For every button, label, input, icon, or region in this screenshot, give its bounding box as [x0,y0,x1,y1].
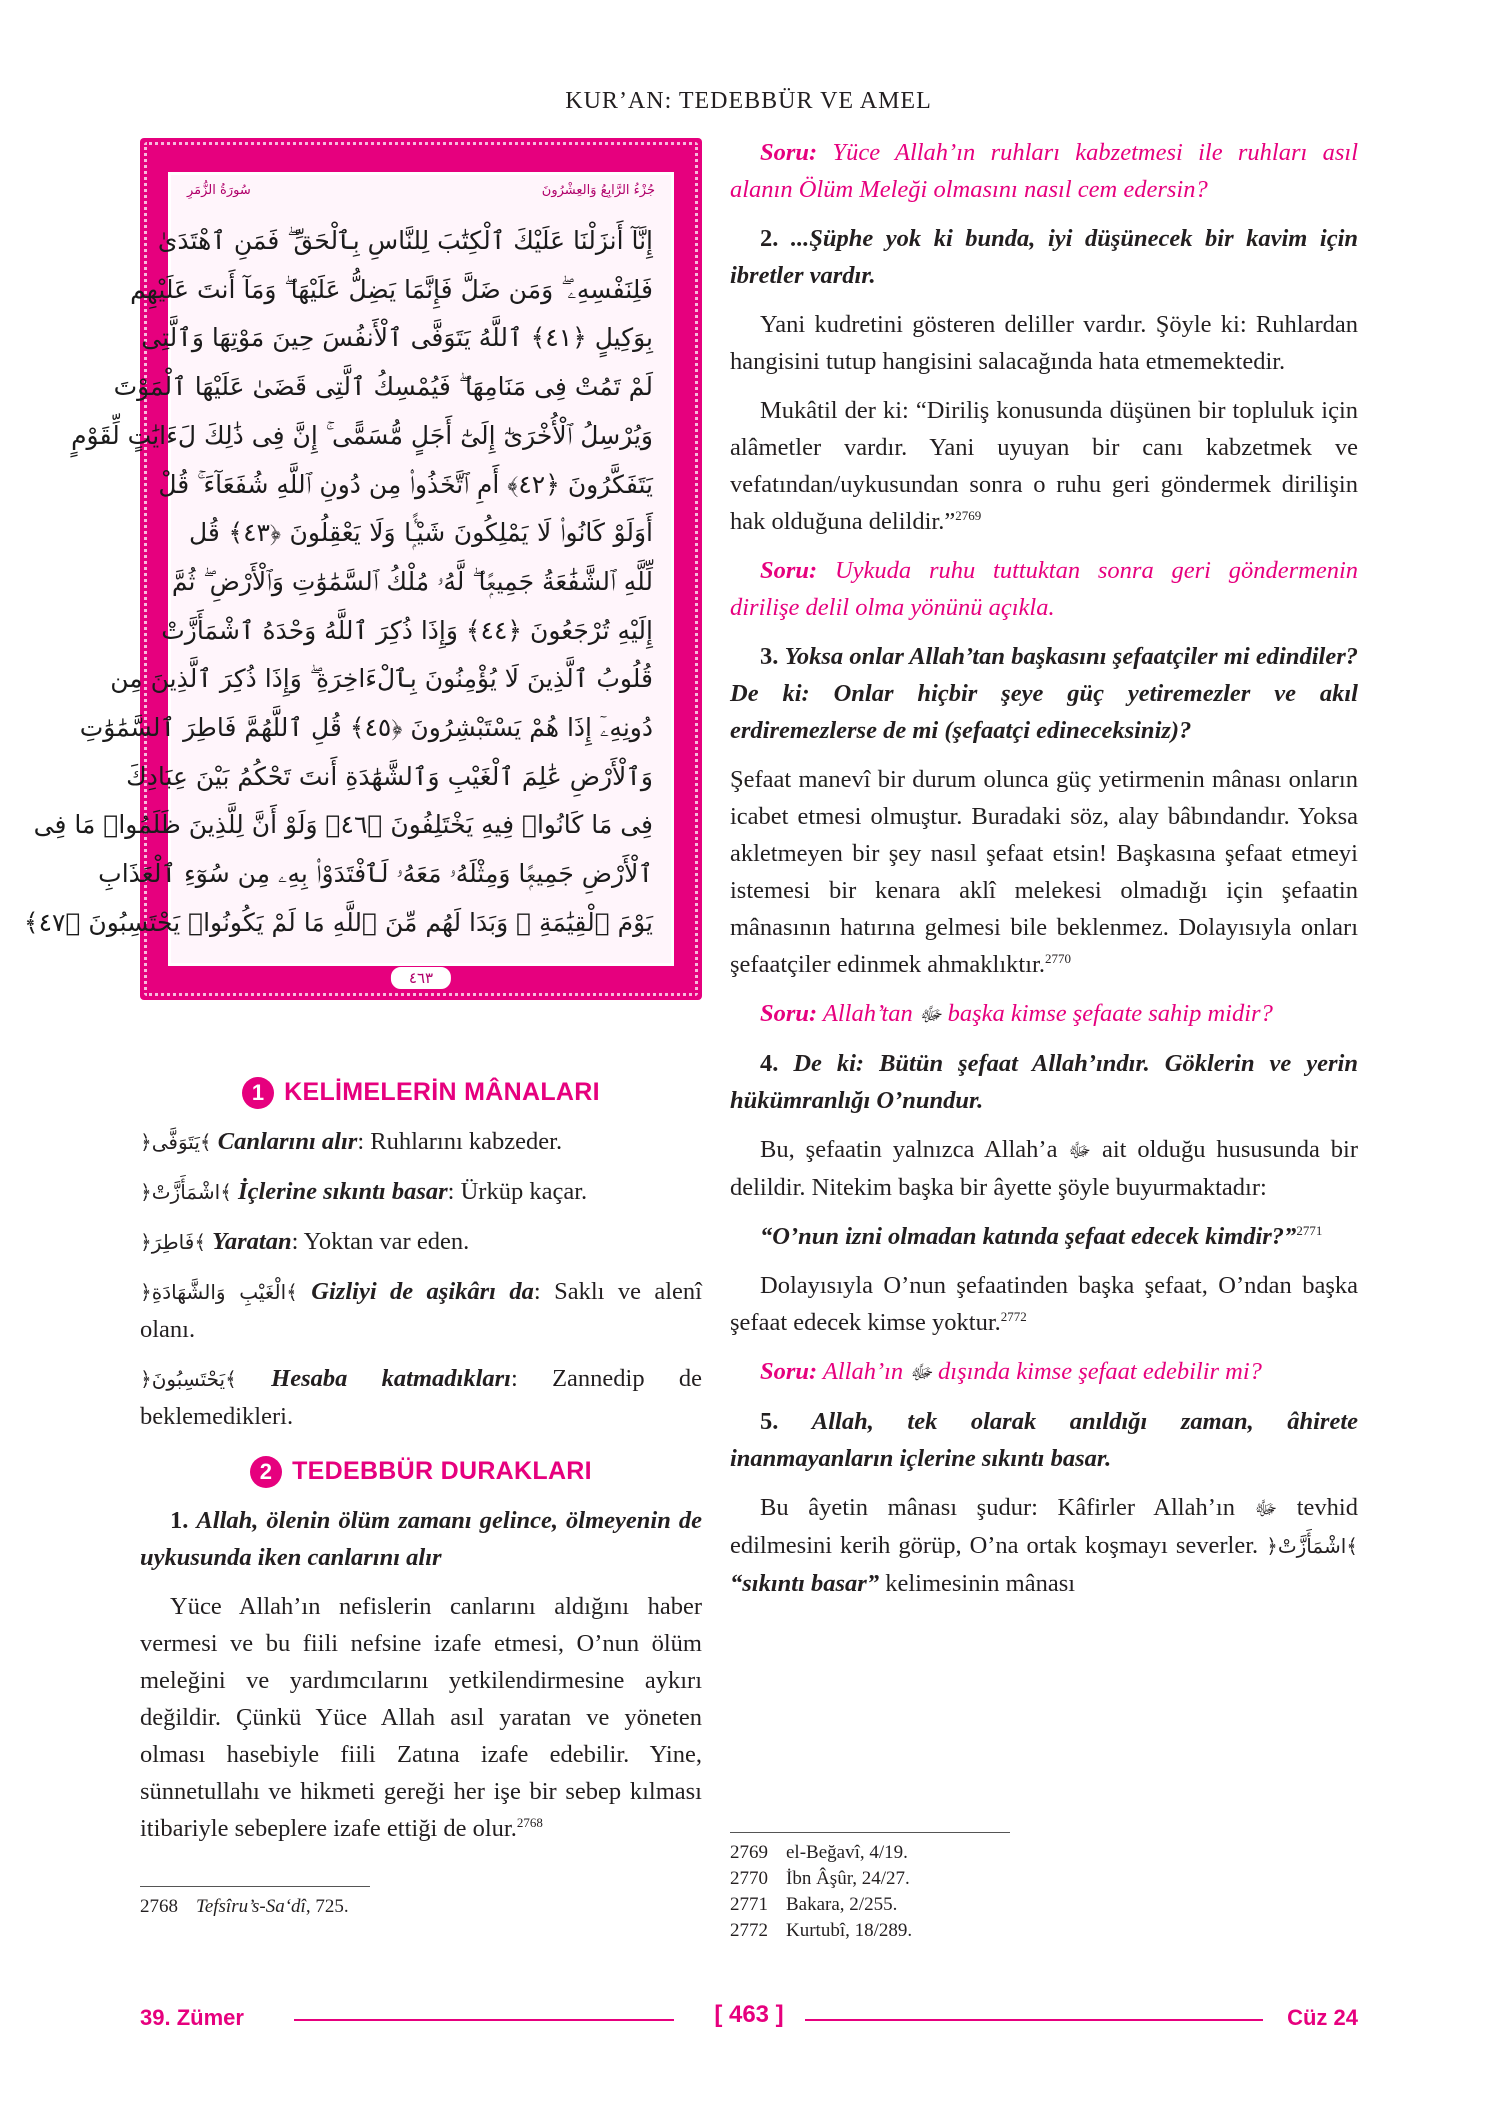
footnote [730,1918,912,1944]
quran-page-number: ٤٦٣ [391,967,451,989]
term: Gizliyi de aşikârı da [311,1278,534,1305]
paragraph [730,1267,1358,1341]
verse-number: 4. [760,1050,779,1077]
page-footer [140,2001,1358,2035]
jalla-jalaluhu-glyph: ﷻ [1068,1138,1091,1162]
jalla-jalaluhu-glyph: ﷻ [1254,1496,1278,1520]
definition-text: : Ruhlarını kabzeder. [357,1128,563,1155]
paragraph [730,1131,1358,1206]
verse-heading [730,220,1358,294]
question [730,552,1358,626]
verse-number: 2. [760,225,779,252]
section-number-badge: 1 [242,1077,274,1109]
paragraph-text: Şefaat manevî bir durum olunca güç yetirmenin mânası onların icabet etmesi olmuştur. Buradaki söz, alay bâbındandır. Yoksa akletmeyen bir şey nasıl şefaat etsin! Başkasına şefaat etmeyi istemesi bir kenara aklî melekesi olmadığı için şefaatin mânasının hatırına gelmesi bile beklenmez. Dolayısıyla onları şefaatçiler edinmek ahmaklıktır. [730,766,1358,978]
footnote-source: Tefsîru’s-Sa‘dî [196,1896,306,1917]
footnote-number: 2769 [730,1842,768,1863]
quran-line: إِنَّآ أَنزَلْنَا عَلَيْكَ ٱلْكِتَٰبَ لِلنَّاسِ بِٱلْحَقِّ ۖ فَمَنِ ٱهْتَدَىٰ [157,226,653,255]
footnote-ref[interactable]: 2770 [1044,950,1071,966]
section-number-badge: 2 [250,1456,282,1488]
question [730,995,1358,1033]
verse-heading-text: ...Şüphe yok ki bunda, iyi düşünecek bir kavim için ibretler vardır. [730,225,1359,289]
section-title-reflection [140,1453,702,1490]
paragraph [730,392,1358,540]
quote-text: “O’nun izni olmadan katında şefaat edecek kimdir?” [760,1223,1297,1250]
quran-header [187,183,655,198]
question-text: başka kimse şefaate sahip midir? [947,1000,1273,1027]
quran-line: لِّلَّهِ ٱلشَّفَٰعَةُ جَمِيعًۭا ۖ لَّهُۥ مُلْكُ ٱلسَّمَٰوَٰتِ وَٱلْأَرْضِ ۖ ثُمَّ [171,566,653,596]
verse-number: 5. [760,1408,779,1435]
footnote-number: 2771 [730,1894,768,1915]
quran-line: دُونِهِۦٓ إِذَا هُمْ يَسْتَبْشِرُونَ ﴿٤٥﴾ قُلِ ٱللَّهُمَّ فَاطِرَ ٱلسَّمَٰوَٰتِ [79,713,653,743]
verse-heading [730,1403,1358,1477]
arabic-term: ﴿يَتَوَفَّى﴾ [140,1130,212,1154]
quran-line: إِلَيْهِ تُرْجَعُونَ ﴿٤٤﴾ وَإِذَا ذُكِرَ ٱللَّهُ وَحْدَهُ ٱشْمَأَزَّتْ [161,615,653,645]
definition-text: : Ürküp kaçar. [447,1178,588,1205]
question-text: Yüce Allah’ın ruhları kabzetmesi ile ruhları asıl alanın Ölüm Meleği olmasını nasıl cem edersin? [730,139,1358,203]
section-title-words [140,1074,702,1111]
quran-line: بِوَكِيلٍ ﴿٤١﴾ ٱللَّهُ يَتَوَفَّى ٱلْأَنفُسَ حِينَ مَوْتِهَا وَٱلَّتِى [141,323,653,353]
footnote-ref[interactable]: 2771 [1296,1222,1323,1238]
paragraph [730,761,1358,983]
footer-rule [294,2019,674,2021]
term: Canlarını alır [217,1128,358,1155]
verse-heading-text: Yoksa onlar Allah’tan başkasını şefaatçiler mi edindiler? De ki: Onlar hiçbir şeye güç yetiremezler ve akıl erdiremezlerse de mi (şefaatçi edineceksiniz)? [730,643,1358,744]
arabic-term: ﴿اشْمَأَزَّتْ﴾ [140,1180,232,1204]
definition-text: : Saklı ve alenî olanı. [140,1278,702,1343]
question [730,1353,1358,1391]
footnote-source: Kurtubî, 18/289. [786,1920,913,1941]
footnote-number: 2768 [140,1896,178,1917]
footnote [140,1894,349,1920]
paragraph [140,1588,702,1847]
quran-line: قُلُوبُ ٱلَّذِينَ لَا يُؤْمِنُونَ بِٱلْءَاخِرَةِ ۖ وَإِذَا ذُكِرَ ٱلَّذِينَ مِن [110,664,653,694]
footnote [730,1892,912,1918]
arabic-term: ﴿فَاطِرَ﴾ [140,1230,207,1254]
running-head: KUR’AN: TEDEBBÜR VE AMEL [565,88,932,114]
definition-text: : Yoktan var eden. [291,1228,470,1255]
paragraph-text: tevhid edilmesini kerih görüp, O’na ortak koşmayı severler. [730,1494,1358,1559]
paragraph-text: ait olduğu hususunda bir delildir. Nitekim başka bir âyette şöyle buyurmaktadır: [730,1136,1358,1201]
definition-item [140,1223,702,1261]
paragraph-text: Dolayısıyla O’nun şefaatinden başka şefaat, O’ndan başka şefaat edecek kimse yoktur. [730,1272,1358,1336]
question-label: Soru: [760,139,818,166]
question-label: Soru: [760,557,818,584]
verse-heading [730,638,1358,749]
section-title-text: TEDEBBÜR DURAKLARI [292,1457,592,1485]
quote-text: “sıkıntı basar” [730,1570,880,1597]
footer-surah: 39. Zümer [140,2005,244,2030]
quran-line: فِى مَا كَانُوا۟ فِيهِ يَخْتَلِفُونَ ﴿٤٦﴾ وَلَوْ أَنَّ لِلَّذِينَ ظَلَمُوا۟ مَا فِى [33,810,653,840]
definition-text: : Zannedip de beklemedikleri. [140,1365,703,1430]
section-title-text: KELİMELERİN MÂNALARI [284,1078,600,1106]
paragraph-text: kelimesinin mânası [885,1570,1076,1597]
jalla-jalaluhu-glyph: ﷻ [918,1002,942,1026]
footnote [730,1866,912,1892]
footnote-source: İbn Âşûr, 24/27. [786,1868,910,1889]
question-text: Allah’tan [822,1000,913,1027]
verse-number: 3. [760,643,779,670]
definition-item [140,1173,702,1211]
quran-line: أَوَلَوْ كَانُوا۟ لَا يَمْلِكُونَ شَيْـًۭٔا وَلَا يَعْقِلُونَ ﴿٤٣﴾ قُل [189,518,653,548]
footnote-divider [730,1832,1010,1833]
footnote-source: el-Beğavî, 4/19. [786,1842,908,1863]
paragraph-text: Mukâtil der ki: “Diriliş konusunda düşünen bir topluluk için alâmetler vardır. Yani uyuyan bir canı kabzetmek ve vefatından/uykusundan sonra o ruhu geri göndermek dirilişin hak olduğuna delildir.” [730,397,1358,535]
right-column [730,134,1358,1614]
question-label: Soru: [760,1000,818,1027]
definition-item [140,1123,702,1161]
left-column [140,1070,702,1859]
footer-rule [805,2019,1263,2021]
question-text: Allah’ın [822,1358,904,1385]
quran-page-panel [23,138,702,1000]
footnote-ref[interactable]: 2769 [955,507,982,523]
quran-line: ٱلْأَرْضِ جَمِيعًۭا وَمِثْلَهُۥ مَعَهُۥ لَٱفْتَدَوْا۟ بِهِۦ مِن سُوٓءِ ٱلْعَذَابِ [98,859,653,889]
paragraph-text: Bu âyetin mânası şudur: Kâfirler Allah’ın [760,1494,1235,1521]
verse-heading-text: De ki: Bütün şefaat Allah’ındır. Göklerin ve yerin hükümranlığı O’nundur. [730,1050,1358,1114]
definition-item [140,1273,702,1348]
footer-juz: Cüz 24 [1287,2005,1358,2030]
verse-number: 1. [170,1507,189,1534]
term: İçlerine sıkıntı basar [238,1178,448,1205]
quran-text-area [23,172,674,987]
quran-header-surah: سُورَةُ الزُّمَرِ [187,183,251,198]
paragraph: Yani kudretini gösteren deliller vardır. Şöyle ki: Ruhlardan hangisini tutup hangisini salacağında hata etmemektedir. [730,311,1358,375]
footnotes-left [140,1894,349,1920]
footnote [730,1840,912,1866]
footnote-number: 2770 [730,1868,768,1889]
quran-line: وَيُرْسِلُ ٱلْأُخْرَىٰٓ إِلَىٰٓ أَجَلٍ مُّسَمًّى ۚ إِنَّ فِى ذَٰلِكَ لَءَايَٰتٍ لِّقَوْمٍ [71,420,653,450]
footnotes-right [730,1840,912,1944]
verse-heading-text: Allah, tek olarak anıldığı zaman, âhirete inanmayanların içlerine sıkıntı basar. [730,1408,1358,1472]
footnote-ref[interactable]: 2772 [1000,1308,1027,1324]
quran-line: فَلِنَفْسِهِۦ ۖ وَمَن ضَلَّ فَإِنَّمَا يَضِلُّ عَلَيْهَا ۖ وَمَآ أَنتَ عَلَيْهِم [130,274,653,304]
footnote-divider [140,1886,370,1887]
footer-page-number: [ 463 ] [714,2001,784,2028]
verse-heading [730,1045,1358,1119]
paragraph-text: Yüce Allah’ın nefislerin canlarını aldığını haber vermesi ve bu fiili nefsine izafe etmesi, O’nun ölüm meleğini ve yardımcılarını yetkilendirmesine aykırı değildir. Çünkü Yüce Allah asıl yaratan ve yöneten olması hasebiyle fiili Zatına izafe edebilir. Yine, sünnetullahı ve hikmeti gereği her işe bir sebep kılması itibariyle sebeplere izafe ettiği de olur. [140,1593,702,1842]
jalla-jalaluhu-glyph: ﷻ [909,1360,932,1384]
quran-lines [23,221,653,943]
quran-header-juz: جُزْءُ الرَّابِعُ وَالعِشْرُونَ [541,183,655,198]
question [730,134,1358,208]
term: Hesaba katmadıkları [271,1365,511,1392]
paragraph-text: Bu, şefaatin yalnızca Allah’a [760,1136,1058,1163]
paragraph [730,1489,1358,1602]
footnote-source: Bakara, 2/255. [786,1894,898,1915]
definition-item [140,1360,702,1435]
footnote-ref[interactable]: 2768 [516,1814,543,1830]
question-text: dışında kimse şefaat edebilir mi? [938,1358,1262,1385]
footnote-number: 2772 [730,1920,768,1941]
term: Yaratan [212,1228,292,1255]
arabic-term: ﴿الْغَيْبِ وَالشَّهَادَةِ﴾ [140,1280,298,1304]
arabic-term: ﴿يَحْتَسِبُونَ﴾ [140,1367,237,1391]
quran-line: وَٱلْأَرْضِ عَٰلِمَ ٱلْغَيْبِ وَٱلشَّهَٰدَةِ أَنتَ تَحْكُمُ بَيْنَ عِبَادِكَ [126,761,653,791]
verse-heading-text: Allah, ölenin ölüm zamanı gelince, ölmeyenin de uykusunda iken canlarını alır [140,1507,703,1571]
question-label: Soru: [760,1358,818,1385]
quran-line: يَوْمَ ٱلْقِيَٰمَةِ ۚ وَبَدَا لَهُم مِّنَ ٱللَّهِ مَا لَمْ يَكُونُوا۟ يَحْتَسِبُونَ ﴿٤٧﴾ [23,907,653,937]
footnote-page: , 725. [305,1896,349,1917]
arabic-term: ﴿اشْمَأَزَّتْ﴾ [1266,1534,1358,1558]
quote [730,1218,1358,1255]
verse-heading [140,1502,702,1576]
quran-line: لَمْ تَمُتْ فِى مَنَامِهَا ۖ فَيُمْسِكُ ٱلَّتِى قَضَىٰ عَلَيْهَا ٱلْمَوْتَ [113,372,653,402]
quran-line: يَتَفَكَّرُونَ ﴿٤٢﴾ أَمِ ٱتَّخَذُوا۟ مِن دُونِ ٱللَّهِ شُفَعَآءَ ۚ قُلْ [158,469,653,499]
question-text: Uykuda ruhu tuttuktan sonra geri göndermenin dirilişe delil olma yönünü açıkla. [730,557,1358,621]
